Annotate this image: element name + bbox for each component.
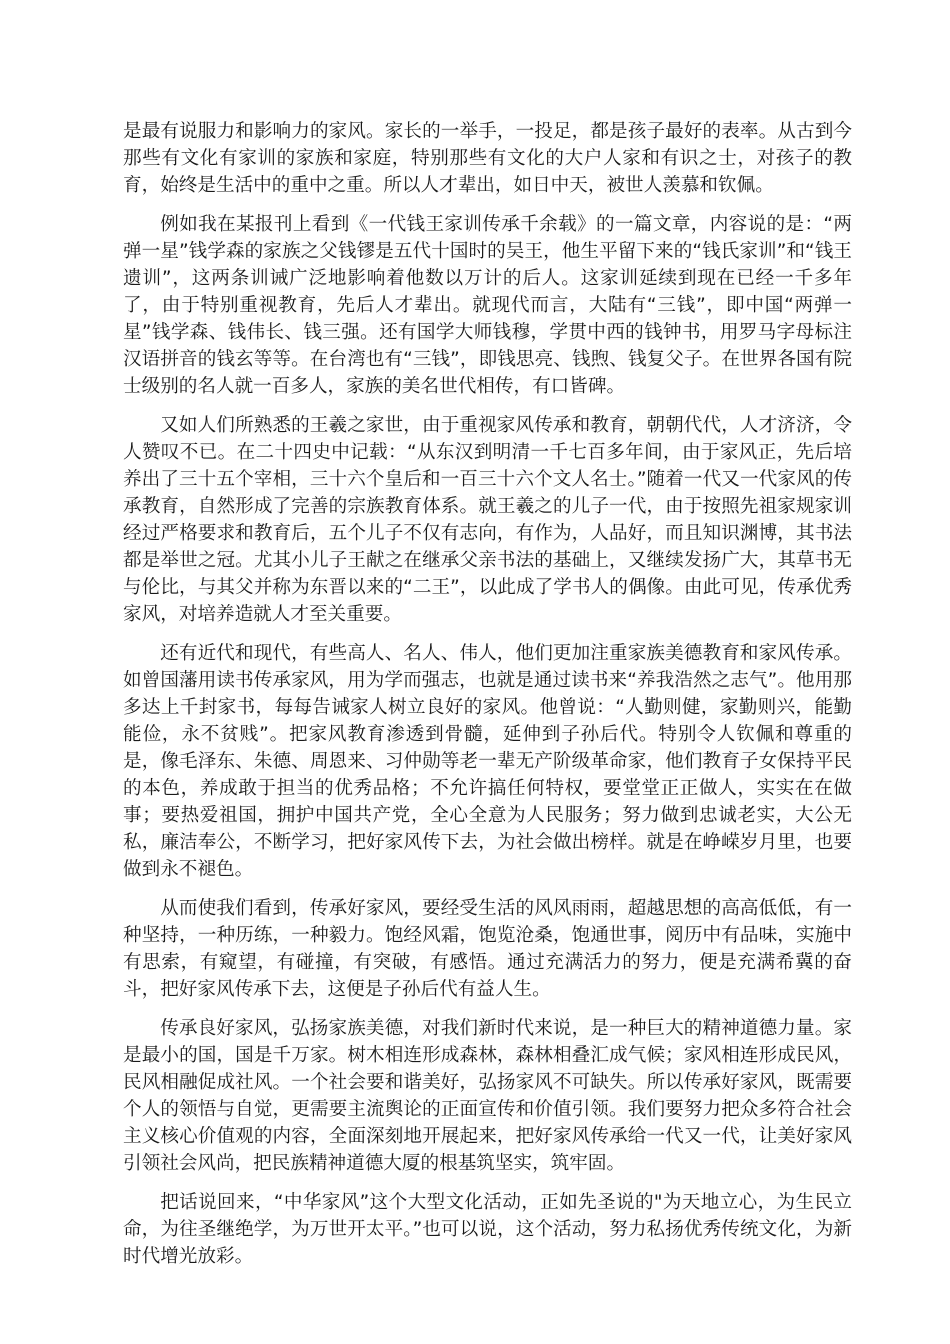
paragraph-2: 例如我在某报刊上看到《一代钱王家训传承千余载》的一篇文章，内容说的是：“两弹一星”钱学森的家族之父钱镠是五代十国时的吴王，他生平留下来的“钱氏家训”和“钱王遗训”，这两条训诫广泛地影响着他数以万计的后人。这家训延续到现在已经一千多年了，由于特别重视教育，先后人才辈出。就现代而言，大陆有“三钱”，即中国“两弹一星”钱学森、钱伟长、钱三强。还有国学大师钱穆，学贯中西的钱钟书，用罗马字母标注汉语拼音的钱玄等等。在台湾也有“三钱”，即钱思亮、钱煦、钱复父子。在世界各国有院士级别的名人就一百多人，家族的美名世代相传，有口皆碑。 (123, 214, 852, 397)
paragraph-4: 还有近代和现代，有些高人、名人、伟人，他们更加注重家族美德教育和家风传承。如曾国藩用读书传承家风，用为学而强志，也就是通过读书来“养我浩然之志气”。他用那多达上千封家书，每每告诫家人树立良好的家风。他曾说：“人勤则健，家勤则兴，能勤能俭，永不贫贱”。把家风教育渗透到骨髓，延伸到子孙后代。特别令人钦佩和尊重的是，像毛泽东、朱德、周恩来、习仲勋等老一辈无产阶级革命家，他们教育子女保持平民的本色，养成敢于担当的优秀品格；不允许搞任何特权，要堂堂正正做人，实实在在做事；要热爱祖国，拥护中国共产党，全心全意为人民服务；努力做到忠诚老实，大公无私，廉洁奉公，不断学习，把好家风传下去，为社会做出榜样。就是在峥嵘岁月里，也要做到永不褪色。 (123, 643, 852, 880)
document-body (123, 118, 852, 1282)
paragraph-5: 从而使我们看到，传承好家风，要经受生活的风风雨雨，超越思想的高高低低，有一种坚持，一种历练，一种毅力。饱经风霜，饱览沧桑，饱通世事，阅历中有品味，实施中有思索，有窥望，有碰撞，有突破，有感悟。通过充满活力的努力，便是充满希冀的奋斗，把好家风传承下去，这便是子孙后代有益人生。 (123, 898, 852, 1000)
paragraph-3: 又如人们所熟悉的王羲之家世，由于重视家风传承和教育，朝朝代代，人才济济，令人赞叹不已。在二十四史中记载：“从东汉到明清一千七百多年间，由于家风正，先后培养出了三十五个宰相，三十六个皇后和一百三十六个文人名士。”随着一代又一代家风的传承教育，自然形成了完善的宗族教育体系。就王羲之的儿子一代，由于按照先祖家规家训经过严格要求和教育后，五个儿子不仅有志向，有作为，人品好，而且知识渊博，其书法都是举世之冠。尤其小儿子王献之在继承父亲书法的基础上，又继续发扬广大，其草书无与伦比，与其父并称为东晋以来的“二王”，以此成了学书人的偶像。由此可见，传承优秀家风，对培养造就人才至关重要。 (123, 415, 852, 625)
paragraph-7: 把话说回来，“中华家风”这个大型文化活动，正如先圣说的"为天地立心，为生民立命，为往圣继绝学，为万世开太平。”也可以说，这个活动，努力私扬优秀传统文化，为新时代增光放彩。 (123, 1192, 852, 1267)
paragraph-1: 是最有说服力和影响力的家风。家长的一举手，一投足，都是孩子最好的表率。从古到今那些有文化有家训的家族和家庭，特别那些有文化的大户人家和有识之士，对孩子的教育，始终是生活中的重中之重。所以人才辈出，如日中天，被世人羡慕和钦佩。 (123, 121, 852, 196)
paragraph-6: 传承良好家风，弘扬家族美德，对我们新时代来说，是一种巨大的精神道德力量。家是最小的国，国是千万家。树木相连形成森林，森林相叠汇成气候；家风相连形成民风，民风相融促成社风。一个社会要和谐美好，弘扬家风不可缺失。所以传承好家风，既需要个人的领悟与自觉，更需要主流舆论的正面宣传和价值引领。我们要努力把众多符合社会主义核心价值观的内容，全面深刻地开展起来，把好家风传承给一代又一代，让美好家风引领社会风尚，把民族精神道德大厦的根基筑坚实，筑牢固。 (123, 1018, 852, 1174)
